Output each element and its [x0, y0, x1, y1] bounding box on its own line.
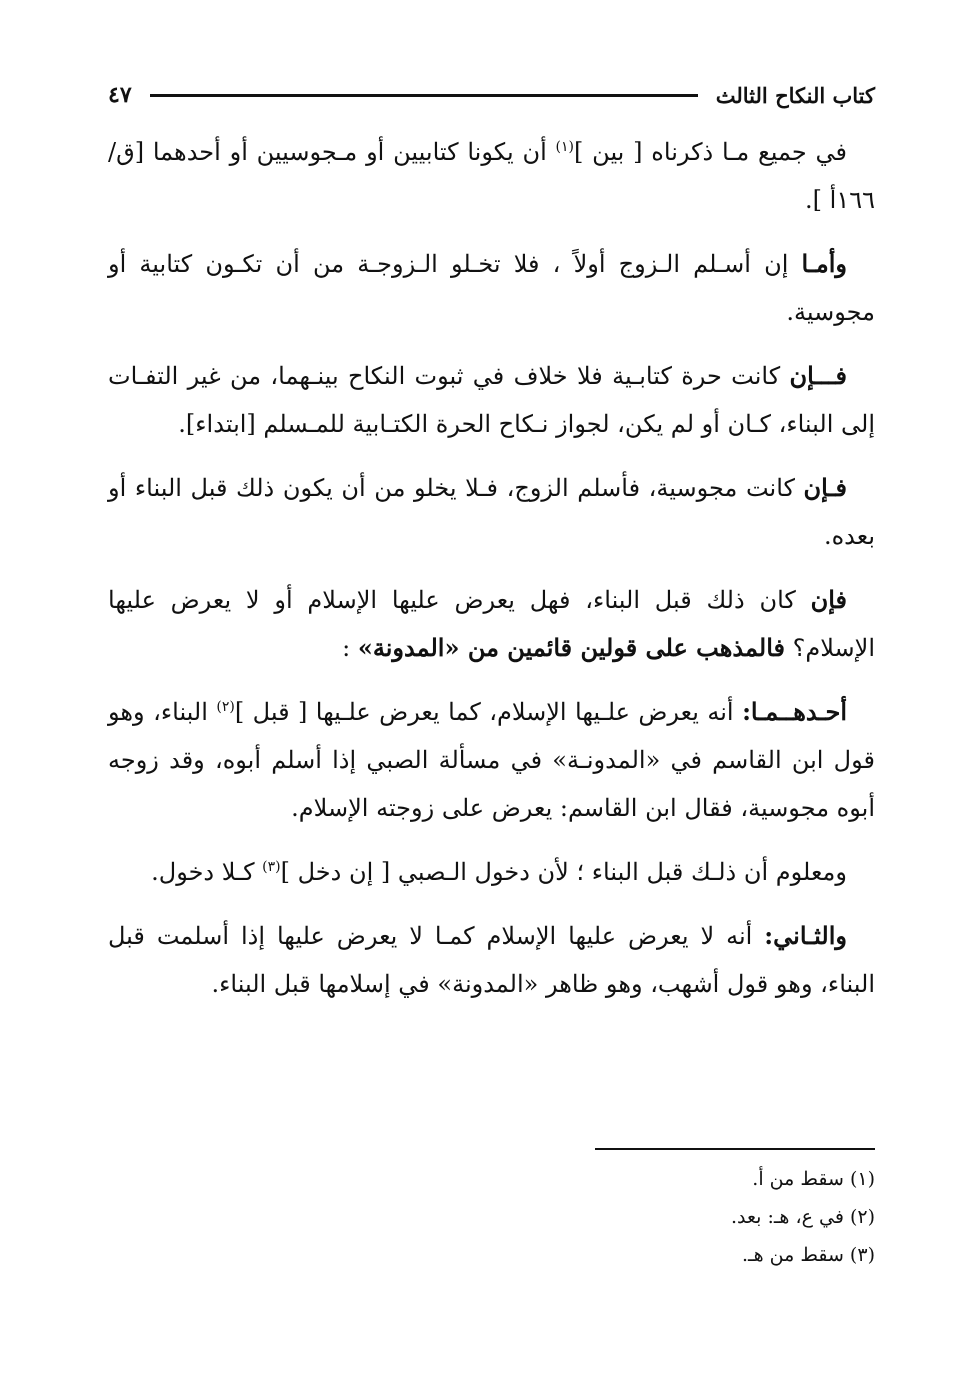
paragraph	[108, 576, 875, 672]
paragraph-text: إن أسـلم الـزوج أولاً ، فلا تخـلو الـزوجـة من أن تكـون كتابية أو مجوسية.	[108, 250, 875, 326]
paragraph	[108, 464, 875, 560]
paragraph-emphasis: فالمذهب على قولين قائمين من «المدونة»	[357, 633, 785, 662]
paragraph-text: في جميع مـا ذكرناه [ بين ]	[574, 138, 848, 166]
paragraph	[108, 688, 875, 832]
paragraph-lead: فـإن	[803, 473, 847, 502]
footnote-ref[interactable]: (٣)	[262, 859, 281, 875]
paragraph-text: أنه لا يعرض عليها الإسلام كمـا لا يعرض عليها إذا أسلمت قبل البناء، وهو قول أشهب، وهو ظاهر «المدونة» في إسلامها قبل البناء.	[108, 922, 875, 998]
paragraph-text: كان ذلك قبل البناء، فهل يعرض عليها الإسلام أو لا يعرض عليها الإسلام؟	[108, 586, 875, 662]
header-rule	[150, 94, 698, 97]
paragraph-tail: البناء، وهو قول ابن القاسم في «المدونـة» في مسألة الصبي إذا أسلم أبوه، وقد زوجه أبوه مجوسية، فقال ابن القاسم: يعرض على زوجته الإسلام.	[108, 698, 875, 822]
running-head-title: كتاب النكاح الثالث	[715, 82, 875, 108]
footnote-divider	[595, 1148, 875, 1150]
paragraph	[108, 912, 875, 1008]
paragraph-lead: أحـدهــمـا:	[742, 697, 847, 726]
footnote-item: (٣) سقط من هـ.	[741, 1244, 875, 1266]
running-head	[108, 70, 875, 120]
paragraph-tail: كـلا دخول.	[151, 858, 263, 886]
footnote-item: (١) سقط من أ.	[752, 1168, 875, 1190]
footnote-ref[interactable]: (١)	[555, 139, 575, 155]
main-text	[108, 128, 875, 1024]
paragraph-lead: والثـاني:	[764, 921, 847, 950]
paragraph	[108, 848, 875, 896]
paragraph-lead: فإن	[810, 585, 847, 614]
footnote-ref[interactable]: (٢)	[216, 699, 235, 715]
paragraph-text: أنه يعرض علـيها الإسلام، كما يعرض علـيها [ قبل ]	[234, 698, 743, 726]
footnote-item: (٢) في ع، هـ: بعد.	[730, 1206, 875, 1228]
paragraph	[108, 352, 875, 448]
paragraph-text: ومعلوم أن ذلـك قبل البناء ؛ لأن دخول الـصبي [ إن دخل ]	[280, 858, 847, 886]
paragraph	[108, 128, 875, 224]
paragraph-tail: أن يكونا كتابيين أو مـجوسيين أو أحدهما [ق/ ١٦٦أ ].	[108, 138, 875, 214]
paragraph-text: كانت مجوسية، فأسلم الزوج، فـلا يخلو من أن يكون ذلك قبل البناء أو بعده.	[108, 474, 875, 550]
paragraph-lead: فـــإن	[789, 361, 847, 390]
page-number: ٤٧	[108, 82, 132, 108]
paragraph-lead: وأمـا	[801, 249, 847, 278]
paragraph-text: كانت حرة كتابـية فلا خلاف في ثبوت النكاح بينـهما، من غير التفـات إلى البناء، كـان أو لم يكن، لجواز نـكاح الحرة الكتـابية للمـسلم [ابتداء].	[108, 362, 875, 438]
footnotes	[475, 1160, 875, 1274]
paragraph	[108, 240, 875, 336]
paragraph-tail: :	[342, 634, 358, 662]
